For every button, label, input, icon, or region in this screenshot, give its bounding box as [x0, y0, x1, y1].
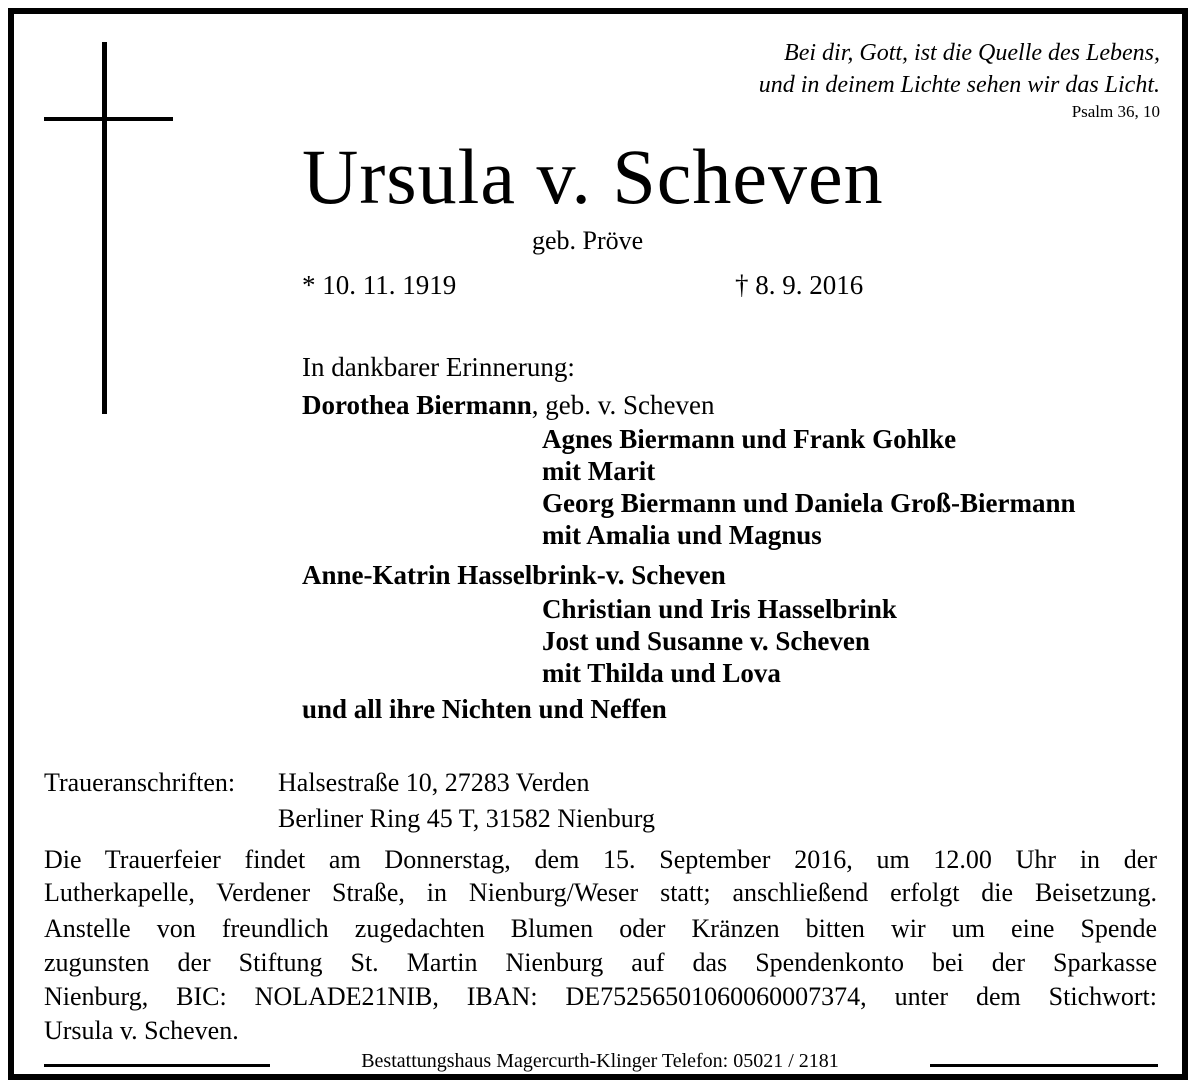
birth-name: geb. Pröve — [532, 226, 644, 255]
donation-line: Nienburg, BIC: NOLADE21NIB, IBAN: DE75256501060060007374, unter dem Stichwort: — [44, 982, 1157, 1011]
address-2: Berliner Ring 45 T, 31582 Nienburg — [278, 804, 655, 833]
cross-icon-bar — [44, 117, 173, 121]
ceremony-line: Die Trauerfeier findet am Donnerstag, dem 15. September 2016, um 12.00 Uhr in der — [44, 845, 1157, 874]
deceased-name: Ursula v. Scheven — [302, 133, 884, 220]
mourner-dorothea-suffix: , geb. v. Scheven — [531, 390, 715, 420]
donation-line: Anstelle von freundlich zugedachten Blumen oder Kränzen bitten wir um eine Spende — [44, 914, 1157, 943]
birth-date: * 10. 11. 1919 — [302, 270, 457, 300]
addresses-label: Traueranschriften: — [44, 768, 236, 797]
donation-line: zugunsten der Stiftung St. Martin Nienburg auf das Spendenkonto bei der Sparkasse — [44, 948, 1157, 977]
mourner-line: Jost und Susanne v. Scheven — [542, 626, 870, 656]
mourner-line: Christian und Iris Hasselbrink — [542, 594, 897, 624]
mourner-line: mit Amalia und Magnus — [542, 520, 822, 550]
mourners-closing: und all ihre Nichten und Neffen — [302, 694, 667, 724]
mourner-anne-katrin: Anne-Katrin Hasselbrink-v. Scheven — [302, 560, 726, 590]
funeral-home-text: Bestattungshaus Magercurth-Klinger Telefon: 05021 / 2181 — [349, 1050, 851, 1072]
psalm-line-2: und in deinem Lichte sehen wir das Licht. — [758, 72, 1160, 98]
mourner-line: Georg Biermann und Daniela Groß-Biermann — [542, 488, 1076, 518]
mourner-line: Agnes Biermann und Frank Gohlke — [542, 424, 957, 454]
mourners-intro: In dankbarer Erinnerung: — [302, 352, 575, 382]
psalm-line-1: Bei dir, Gott, ist die Quelle des Lebens, — [784, 40, 1160, 66]
funeral-home-footer — [0, 1050, 1200, 1073]
death-date: † 8. 9. 2016 — [735, 270, 864, 300]
ceremony-line: Lutherkapelle, Verdener Straße, in Nienburg/Weser statt; anschließend erfolgt die Beisetzung. — [44, 878, 1157, 907]
donation-line: Ursula v. Scheven. — [44, 1016, 239, 1045]
address-1: Halsestraße 10, 27283 Verden — [278, 768, 590, 797]
mourner-dorothea — [302, 390, 714, 421]
mourner-dorothea-name: Dorothea Biermann — [302, 390, 532, 420]
mourner-line: mit Marit — [542, 456, 656, 486]
psalm-reference: Psalm 36, 10 — [1071, 102, 1160, 121]
cross-icon — [102, 42, 107, 414]
mourner-line: mit Thilda und Lova — [542, 658, 781, 688]
